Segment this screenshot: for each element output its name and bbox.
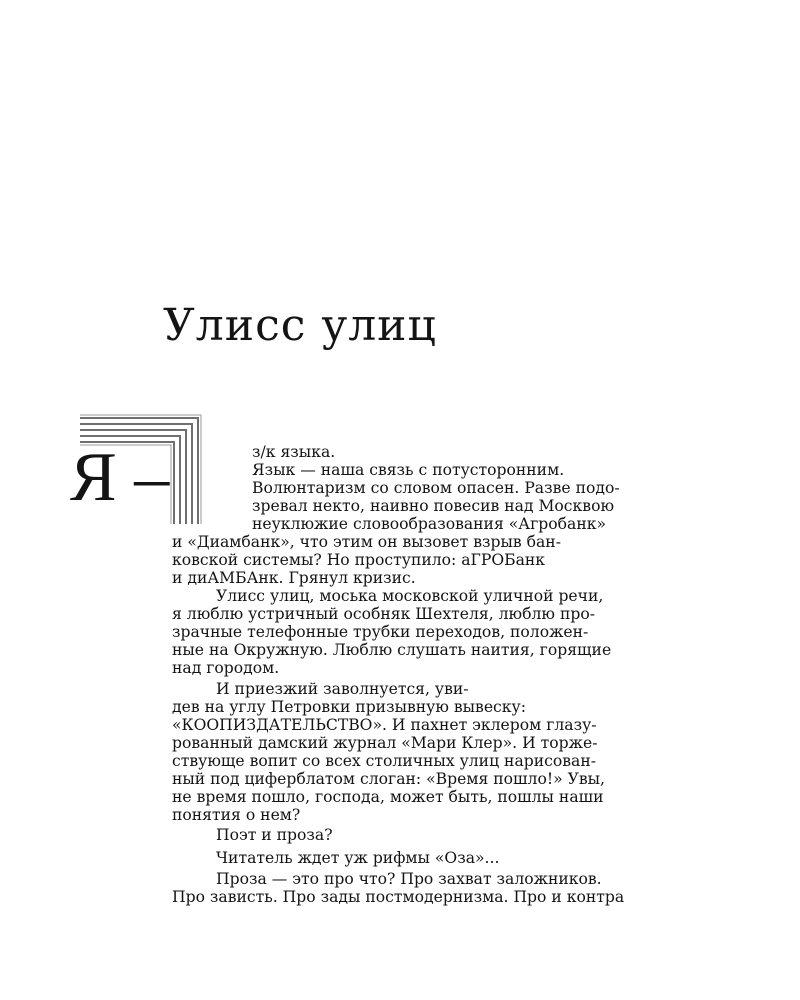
text-line: зрачные телефонные трубки переходов, положен- bbox=[172, 623, 589, 641]
text-line: Читатель ждет уж рифмы «Оза»... bbox=[216, 849, 500, 867]
text-line: над городом. bbox=[172, 659, 280, 677]
text-line: я люблю устричный особняк Шехтеля, люблю про- bbox=[172, 605, 595, 623]
chapter-title: Улисс улиц bbox=[163, 300, 437, 351]
text-line: не время пошло, господа, может быть, пошлы наши bbox=[172, 788, 604, 806]
drop-cap: Я – bbox=[70, 439, 170, 516]
text-line: з/к языка. bbox=[252, 443, 336, 461]
text-line: Язык — наша связь с потусторонним. bbox=[252, 461, 565, 479]
text-line: «КООПИЗДАТЕЛЬСТВО». И пахнет эклером глазу- bbox=[172, 716, 597, 734]
text-line: Улисс улиц, моська московской уличной речи, bbox=[216, 587, 604, 605]
text-line: ный под циферблатом слоган: «Время пошло!» Увы, bbox=[172, 770, 606, 788]
text-line: рованный дамский журнал «Мари Клер». И торже- bbox=[172, 734, 598, 752]
text-line: Проза — это про что? Про захват заложников. bbox=[216, 870, 602, 888]
text-line: Про зависть. Про зады постмодернизма. Про и контра bbox=[172, 888, 625, 906]
text-line: и диАМБАнк. Грянул кризис. bbox=[172, 569, 416, 587]
text-line: ствующе вопит со всех столичных улиц нарисован- bbox=[172, 752, 596, 770]
text-line: Волюнтаризм со словом опасен. Разве подо- bbox=[252, 479, 620, 497]
text-line: и «Диамбанк», что этим он вызовет взрыв бан- bbox=[172, 533, 561, 551]
text-line: зревал некто, наивно повесив над Москвою bbox=[252, 497, 615, 515]
text-line: понятия о нем? bbox=[172, 806, 301, 824]
text-line: ковской системы? Но проступило: аГРОБанк bbox=[172, 551, 546, 569]
text-line: Поэт и проза? bbox=[216, 826, 333, 844]
text-line: ные на Окружную. Люблю слушать наития, горящие bbox=[172, 641, 612, 659]
text-line: неуклюжие словообразования «Агробанк» bbox=[252, 515, 607, 533]
text-line: И приезжий заволнуется, уви- bbox=[216, 680, 469, 698]
text-line: дев на углу Петровки призывную вывеску: bbox=[172, 698, 526, 716]
